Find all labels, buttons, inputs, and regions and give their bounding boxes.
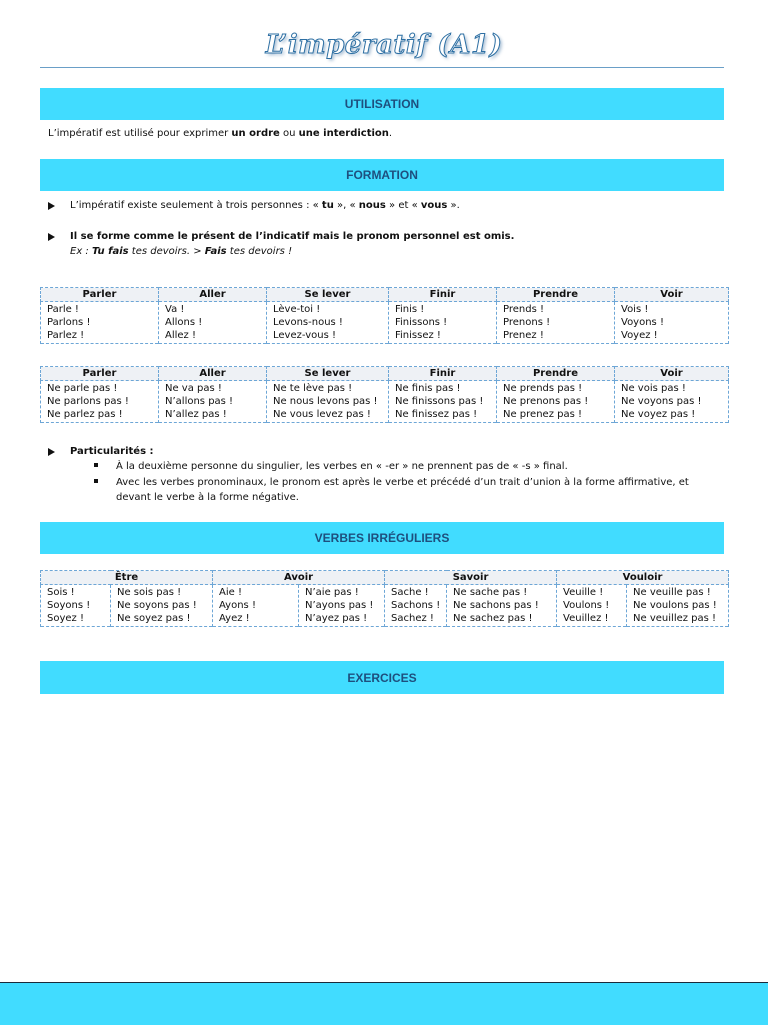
particularites-label: Particularités : (70, 446, 154, 457)
particularites-item-2-line-2: devant le verbe à la forme négative. (116, 492, 299, 503)
section-header-irregular-verbs: VERBES IRRÉGULIERS (40, 522, 724, 554)
table-row (41, 381, 729, 423)
table-cell (385, 585, 447, 627)
table-header-row (41, 288, 729, 302)
column-header: Parler (41, 367, 159, 381)
conjugation-form: Ne sois pas ! (117, 587, 182, 598)
particularites-item-2-line-1: Avec les verbes pronominaux, le pronom est après le verbe et précédé d’un trait d’union à la forme affirmative, et (116, 477, 689, 488)
conjugation-form: Ne prenez pas ! (503, 409, 582, 420)
conjugation-form: Sache ! (391, 587, 429, 598)
particularites-item-1: À la deuxième personne du singulier, les verbes en « -er » ne prennent pas de « -s » final. (116, 461, 568, 472)
conjugation-form: Finissez ! (395, 330, 441, 341)
conjugation-form: Ne finissons pas ! (395, 396, 484, 407)
column-header: Aller (159, 288, 267, 302)
table-cell (627, 585, 729, 627)
conjugation-form: Voulons ! (563, 600, 610, 611)
conjugation-form: N’aie pas ! (305, 587, 359, 598)
conjugation-form: Prenons ! (503, 317, 551, 328)
table-header-row (41, 367, 729, 381)
table-cell (389, 381, 497, 423)
conjugation-form: N’allez pas ! (165, 409, 227, 420)
column-header: Vouloir (557, 571, 729, 585)
conjugation-form: Prenez ! (503, 330, 544, 341)
table-cell (615, 302, 729, 344)
conjugation-form: Ne te lève pas ! (273, 383, 353, 394)
conjugation-form: Ne vous levez pas ! (273, 409, 371, 420)
conjugation-form: Vois ! (621, 304, 649, 315)
column-header: Parler (41, 288, 159, 302)
conjugation-form: Ne parlons pas ! (47, 396, 129, 407)
column-header: Finir (389, 367, 497, 381)
conjugation-form: N’allons pas ! (165, 396, 234, 407)
table-cell (615, 381, 729, 423)
conjugation-form: Allons ! (165, 317, 203, 328)
arrow-bullet-icon (48, 202, 55, 210)
conjugation-form: Ne va pas ! (165, 383, 222, 394)
section-header-formation: FORMATION (40, 159, 724, 191)
conjugation-form: Ne vois pas ! (621, 383, 686, 394)
table-cell (41, 302, 159, 344)
formation-bullet-1: L’impératif existe seulement à trois personnes : « tu », « nous » et « vous ». (70, 200, 460, 211)
footer-bar (0, 982, 768, 1025)
conjugation-form: Ne prenons pas ! (503, 396, 589, 407)
conjugation-form: Veuille ! (563, 587, 604, 598)
column-header: Savoir (385, 571, 557, 585)
column-header: Finir (389, 288, 497, 302)
table-row (41, 585, 729, 627)
conjugation-form: Ne finissez pas ! (395, 409, 478, 420)
page-title: L’impératif (A1) (265, 30, 503, 60)
table-row (41, 302, 729, 344)
column-header: Avoir (213, 571, 385, 585)
conjugation-form: Sachons ! (391, 600, 441, 611)
conjugation-form: Voyons ! (621, 317, 664, 328)
table-cell (557, 585, 627, 627)
utilisation-text: L’impératif est utilisé pour exprimer un ordre ou une interdiction. (48, 128, 393, 139)
column-header: Se lever (267, 367, 389, 381)
conjugation-form: Ne sache pas ! (453, 587, 528, 598)
column-header: Prendre (497, 288, 615, 302)
negative-conjugation-table (40, 366, 729, 423)
conjugation-form: Ne sachez pas ! (453, 613, 533, 624)
conjugation-form: N’ayez pas ! (305, 613, 368, 624)
table-cell (497, 381, 615, 423)
formation-bullet-2: Il se forme comme le présent de l’indicatif mais le pronom personnel est omis. (70, 231, 515, 242)
conjugation-form: Aie ! (219, 587, 242, 598)
conjugation-form: Ne parlez pas ! (47, 409, 123, 420)
conjugation-form: Allez ! (165, 330, 196, 341)
conjugation-form: Ne veuillez pas ! (633, 613, 717, 624)
table-cell (159, 302, 267, 344)
conjugation-form: Prends ! (503, 304, 544, 315)
column-header: Prendre (497, 367, 615, 381)
table-cell (267, 381, 389, 423)
conjugation-form: Ne soyez pas ! (117, 613, 191, 624)
conjugation-form: Ne voulons pas ! (633, 600, 717, 611)
conjugation-form: Ne veuille pas ! (633, 587, 711, 598)
table-cell (41, 381, 159, 423)
conjugation-form: Parlons ! (47, 317, 91, 328)
conjugation-form: Va ! (165, 304, 185, 315)
square-bullet-icon (94, 463, 98, 467)
conjugation-form: Ne sachons pas ! (453, 600, 539, 611)
conjugation-form: Ayons ! (219, 600, 256, 611)
conjugation-form: Finissons ! (395, 317, 448, 328)
section-header-utilisation: UTILISATION (40, 88, 724, 120)
column-header: Voir (615, 367, 729, 381)
table-cell (389, 302, 497, 344)
conjugation-form: Soyons ! (47, 600, 91, 611)
formation-example: Ex : Tu fais tes devoirs. > Fais tes devoirs ! (70, 246, 293, 257)
conjugation-form: Ne prends pas ! (503, 383, 583, 394)
table-cell (111, 585, 213, 627)
arrow-bullet-icon (48, 233, 55, 241)
conjugation-form: Levons-nous ! (273, 317, 343, 328)
irregular-verbs-table (40, 570, 729, 627)
conjugation-form: Ne parle pas ! (47, 383, 118, 394)
conjugation-form: Ne finis pas ! (395, 383, 461, 394)
table-cell (497, 302, 615, 344)
square-bullet-icon (94, 479, 98, 483)
conjugation-form: Parlez ! (47, 330, 85, 341)
column-header: Se lever (267, 288, 389, 302)
conjugation-form: Ne voyez pas ! (621, 409, 696, 420)
conjugation-form: Ne nous levons pas ! (273, 396, 378, 407)
table-cell (299, 585, 385, 627)
conjugation-form: Soyez ! (47, 613, 84, 624)
conjugation-form: Veuillez ! (563, 613, 609, 624)
conjugation-form: Ne voyons pas ! (621, 396, 702, 407)
conjugation-form: Sachez ! (391, 613, 434, 624)
title-rule (40, 67, 724, 68)
conjugation-form: Levez-vous ! (273, 330, 336, 341)
conjugation-form: Sois ! (47, 587, 75, 598)
table-cell (159, 381, 267, 423)
conjugation-form: Lève-toi ! (273, 304, 321, 315)
column-header: Voir (615, 288, 729, 302)
conjugation-form: Ne soyons pas ! (117, 600, 197, 611)
section-header-exercices: EXERCICES (40, 661, 724, 694)
table-cell (267, 302, 389, 344)
conjugation-form: Ayez ! (219, 613, 250, 624)
table-header-row (41, 571, 729, 585)
conjugation-form: N’ayons pas ! (305, 600, 374, 611)
table-cell (447, 585, 557, 627)
arrow-bullet-icon (48, 448, 55, 456)
column-header: Aller (159, 367, 267, 381)
affirmative-conjugation-table (40, 287, 729, 344)
column-header: Être (41, 571, 213, 585)
table-cell (41, 585, 111, 627)
conjugation-form: Voyez ! (621, 330, 658, 341)
table-cell (213, 585, 299, 627)
conjugation-form: Parle ! (47, 304, 79, 315)
conjugation-form: Finis ! (395, 304, 425, 315)
